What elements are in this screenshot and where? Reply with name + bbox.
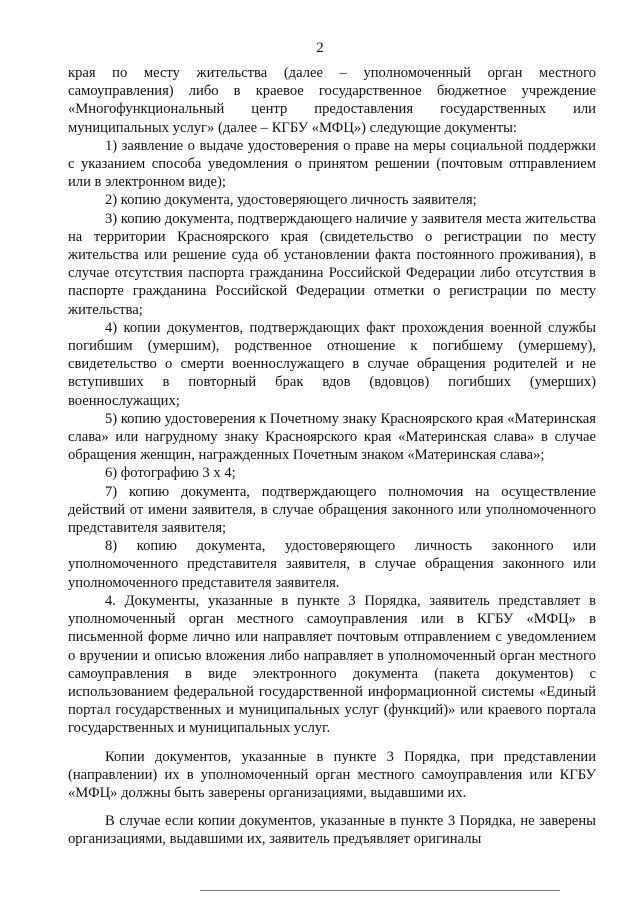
list-item-6: 6) фотографию 3 х 4;	[105, 465, 236, 482]
section-4-paragraph: 4. Документы, указанные в пункте 3 Порядка, заявитель представляет в уполномоченный орган местного самоуправления или в КГБУ «МФЦ» в письменной форме лично или направляет почтовым отправлением с уведомлением о вручении и описью вложения либо направляет в уполномоченный орган местного самоуправления в виде электронного документа (пакета документов) с использованием федеральной государственной информационной системы «Единый портал государственных и муниципальных услуг (функций)» или краевого портала государственных и муниципальных услуг.	[68, 592, 596, 737]
list-item-7: 7) копию документа, подтверждающего полномочия на осуществление действий от имени заявителя, в случае обращения законного или уполномоченного представителя заявителя;	[68, 483, 596, 537]
list-item-2: 2) копию документа, удостоверяющего личность заявителя;	[105, 192, 477, 209]
scan-edge-line	[200, 890, 560, 891]
page-number: 2	[316, 40, 324, 56]
originals-paragraph: В случае если копии документов, указанные в пункте 3 Порядка, не заверены организациями, выдавшими их, заявитель предъявляет оригиналы	[68, 813, 596, 848]
document-body	[68, 64, 596, 849]
list-item-3: 3) копию документа, подтверждающего наличие у заявителя места жительства на территории Красноярского края (свидетельство о регистрации по месту жительства или решение суда об установлении факта постоянного проживания), в случае отсутствия паспорта гражданина Российской Федерации либо отсутствия в паспорте гражданина Российской Федерации отметки о регистрации по месту жительства;	[68, 210, 596, 318]
list-item-8: 8) копию документа, удостоверяющего личность законного или уполномоченного представителя заявителя, в случае обращения законного или уполномоченного представителя заявителя.	[68, 538, 596, 591]
list-item-1: 1) заявление о выдаче удостоверения о праве на меры социальной поддержки с указанием способа уведомления о принятом решении (почтовым отправлением или в электронном виде);	[68, 137, 596, 191]
paragraph-intro: края по месту жительства (далее – уполномоченный орган местного самоуправления) либо в краевое государственное бюджетное учреждение «Многофункциональный центр предоставления государственных или муниципальных услуг» (далее – КГБУ «МФЦ») следующие документы:	[68, 65, 596, 136]
copies-certification-paragraph: Копии документов, указанные в пункте 3 Порядка, при представлении (направлении) их в уполномоченный орган местного самоуправления или КГБУ «МФЦ» должны быть заверены организациями, выдавшими их.	[68, 748, 596, 801]
list-item-5: 5) копию удостоверения к Почетному знаку Красноярского края «Материнская слава» или нагрудному знаку Красноярского края «Материнская слава» в случае обращения женщин, награжденных Почетным знаком «Материнская слава»;	[68, 410, 596, 464]
list-item-4: 4) копии документов, подтверждающих факт прохождения военной службы погибшим (умершим), родственное отношение к погибшему (умершему), свидетельство о смерти военнослужащего в случае обращения родителей и не вступивших в повторный брак вдов (вдовцов) погибших (умерших) военнослужащих;	[68, 319, 596, 409]
